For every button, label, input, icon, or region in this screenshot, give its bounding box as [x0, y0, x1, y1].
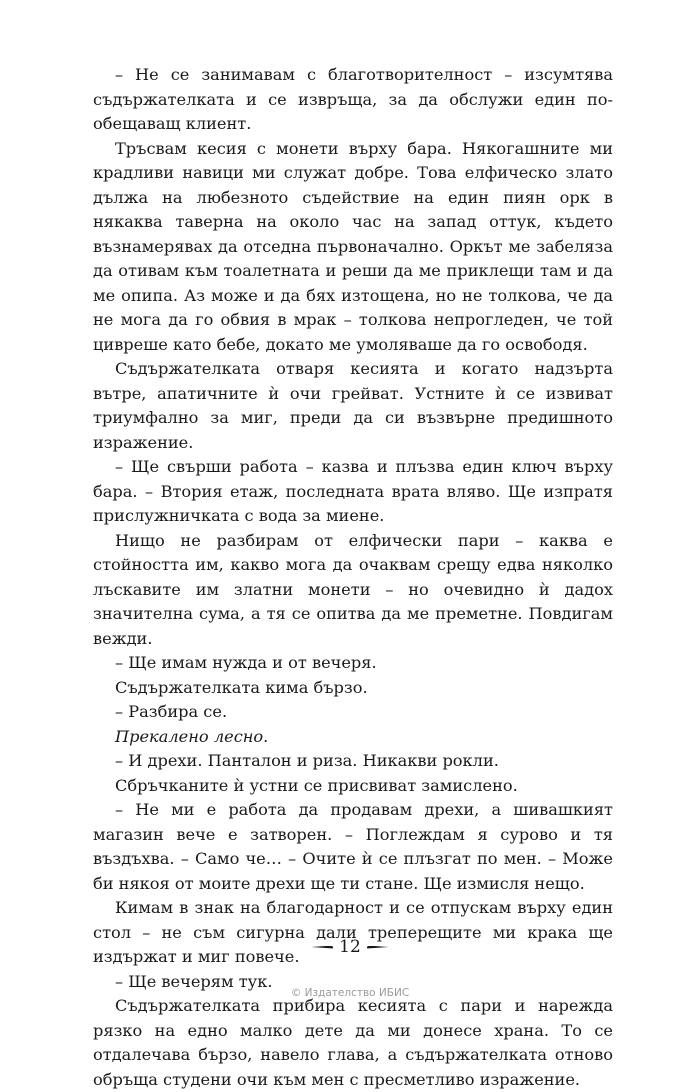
page-number-block	[0, 937, 700, 957]
paragraph: – Ще вечерям тук.	[115, 971, 273, 991]
italic-thought: Прекалено лесно.	[115, 726, 269, 746]
paragraph: – И дрехи. Панталон и риза. Никакви рокли.	[115, 751, 499, 770]
paragraph: Съдържателката отваря кесията и когато надзърта вътре, апатичните ѝ очи грейват. Устните ѝ се извиват триумфално за миг, преди да си възвърне предишното изражение.	[93, 359, 613, 452]
paragraph: – Ще свърши работа – казва и плъзва един ключ върху бара. – Втория етаж, последната врата вляво. Ще изпратя прислужничката с вода за миене.	[93, 457, 613, 525]
paragraph: Съдържателката прибира кесията с пари и нарежда рязко на едно малко дете да ми донесе храна. То се отдалечава бързо, навело глава, а съдържателката отново обръща студени очи към мен с пресметливо изражение.	[93, 996, 613, 1089]
paragraph: – Не се занимавам с благотворителност – изсумтява съдържателката и се извръща, за да обслужи един по-обещаващ клиент.	[93, 65, 613, 133]
paragraph: Съдържателката кима бързо.	[115, 677, 368, 697]
ornament-dash-right	[367, 946, 389, 949]
paragraph: Кимам в знак на благодарност и се отпускам върху един стол – не съм сигурна дали треперещите ми крака ще издържат и миг повече.	[93, 898, 613, 966]
publisher-footer: © Издателство ИБИС	[290, 987, 410, 999]
ornament-dash-left	[311, 946, 333, 949]
page-number: 12	[339, 937, 361, 957]
paragraph: Нищо не разбирам от елфически пари – каква е стойността им, какво мога да очаквам срещу едва няколко лъскавите им златни монети – но очевидно ѝ дадох значителна сума, а тя се опитва да ме преметне. Повдигам вежди.	[93, 530, 613, 648]
paragraph: – Разбира се.	[115, 702, 228, 721]
paragraph: Тръсвам кесия с монети върху бара. Някогашните ми крадливи навици ми служат добре. Това елфическо злато дължа на любезното съдействие на един пиян орк в някаква таверна на около час на запад оттук, където възнамерявах да отседна първоначално. Оркът ме забеляза да отивам към тоалетната и реши да ме приклещи там и да ме опипа. Аз може и да бях изтощена, но не толкова, че да не мога да го обвия в мрак – толкова непрогледен, че той цивреше като бебе, докато ме умоляваше да го освободя.	[93, 138, 613, 354]
paragraph: – Не ми е работа да продавам дрехи, а шивашкият магазин вече е затворен. – Поглеждам я сурово и тя въздъхва. – Само че… – Очите ѝ се плъзгат по мен. – Може би някоя от моите дрехи ще ти стане. Ще измисля нещо.	[93, 800, 613, 893]
paragraph: – Ще имам нужда и от вечеря.	[115, 653, 377, 672]
paragraph: Сбръчканите ѝ устни се присвиват замислено.	[115, 775, 518, 795]
